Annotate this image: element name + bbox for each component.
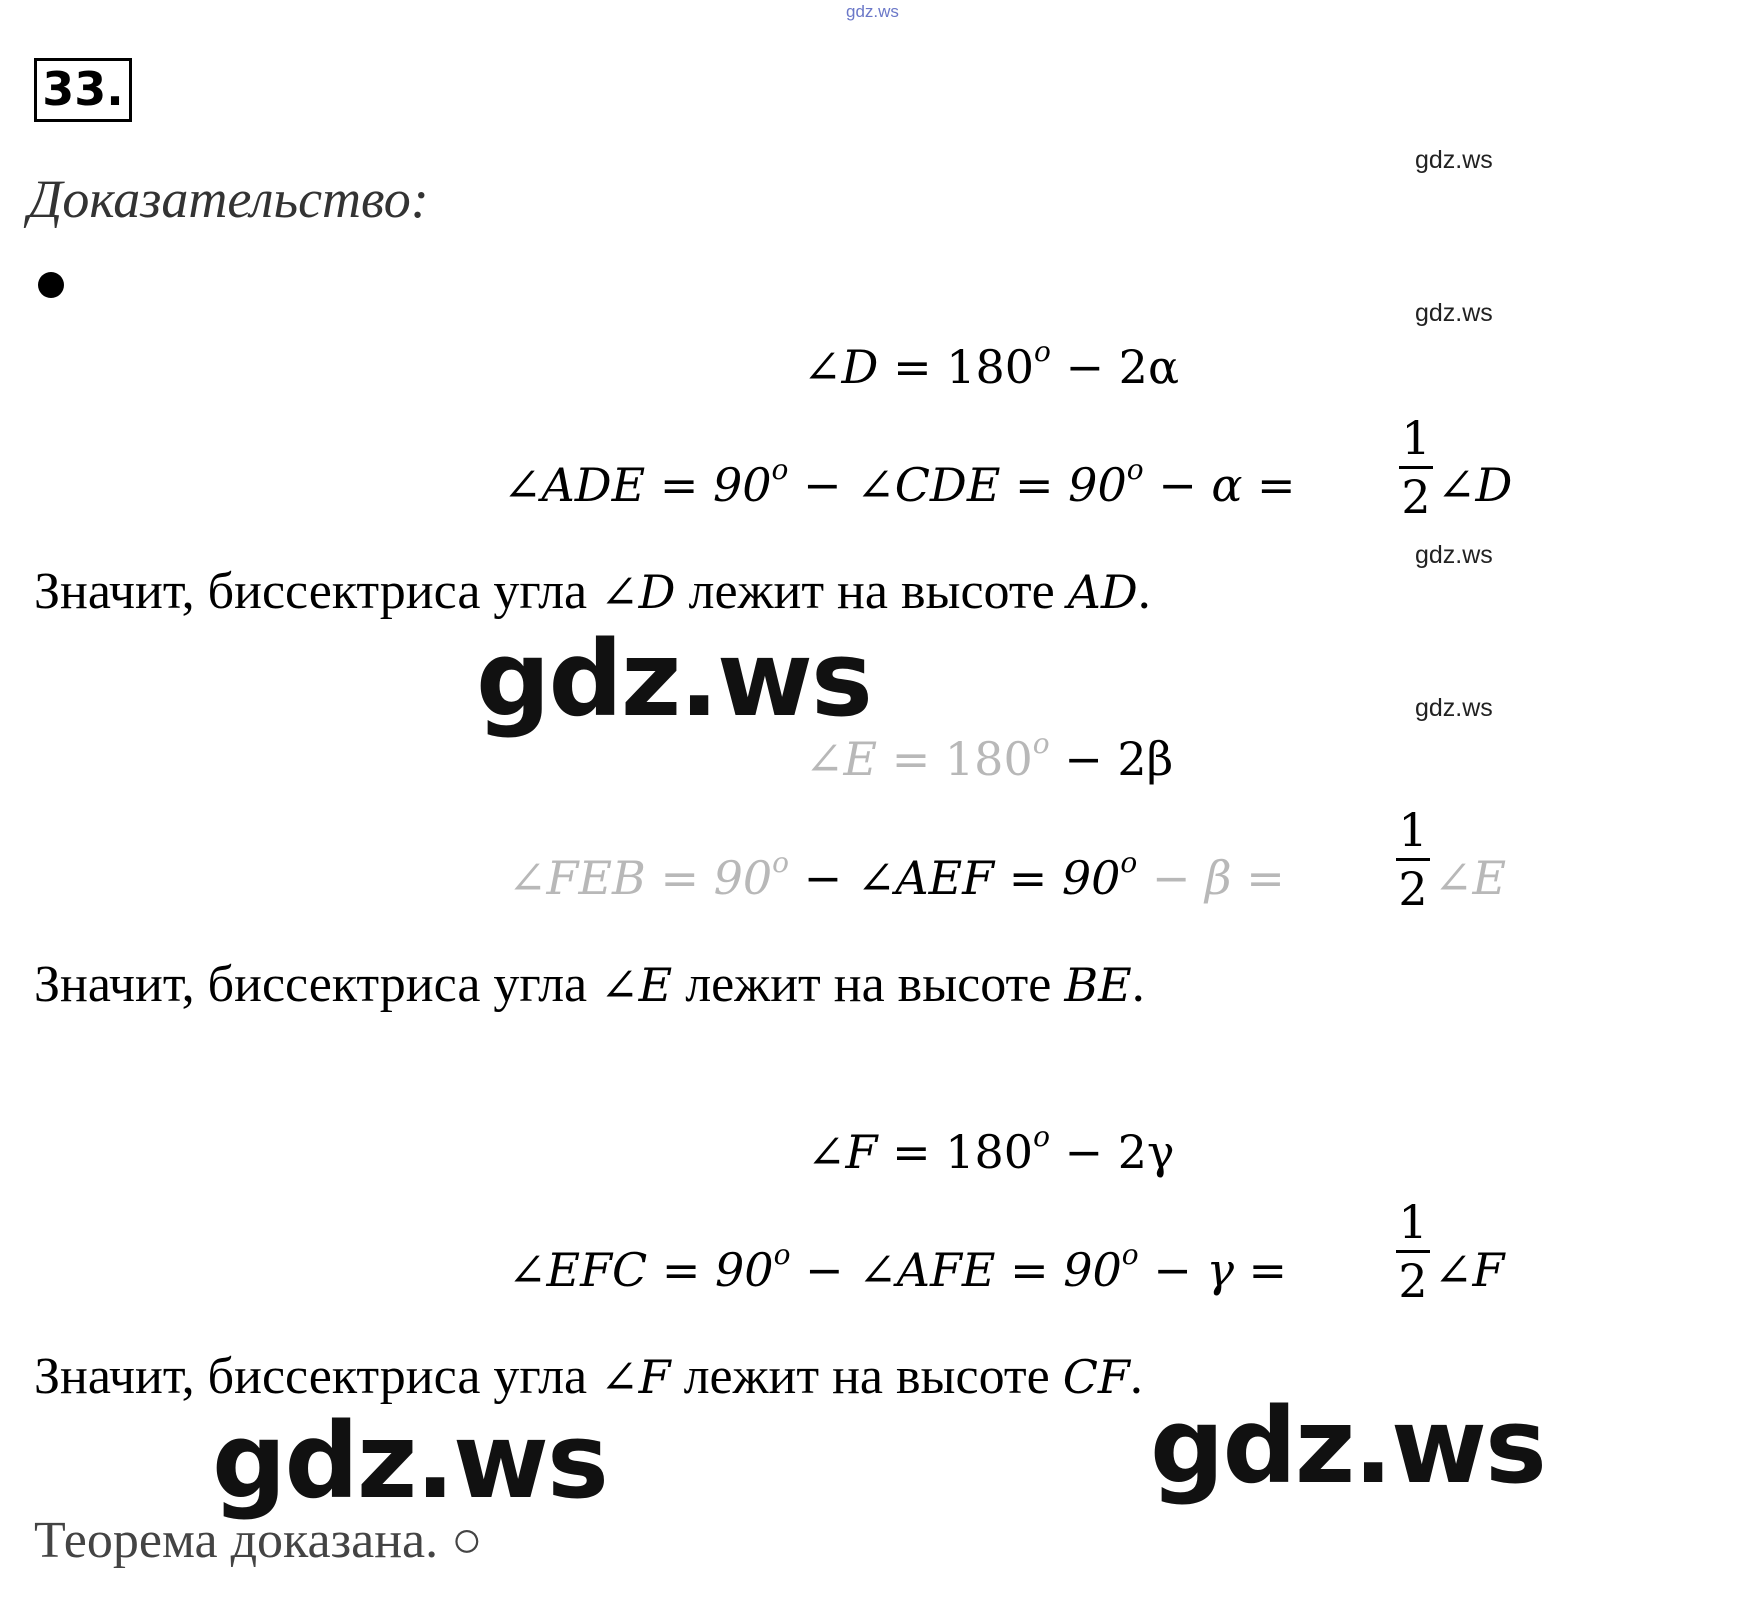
problem-number: 33. (34, 58, 132, 122)
fraction-one-half: 1 2 (1396, 1196, 1430, 1307)
equation-end-angle: ∠E (1434, 851, 1507, 905)
equation-angle-ade: ∠ADE = $90^o$ − ∠CDE = $90^o - \alpha$ = (503, 453, 1296, 512)
watermark-big: gdz.ws (476, 618, 871, 740)
watermark-big: gdz.ws (1150, 1385, 1545, 1507)
watermark-small: gdz.ws (1415, 299, 1493, 327)
equation-angle-e: ∠E = $180^o - 2\beta$ (805, 727, 1174, 786)
watermark-top: gdz.ws (846, 2, 899, 21)
equation-end-angle: ∠F (1434, 1243, 1505, 1297)
equation-angle-feb: ∠FEB = $90^o$ − ∠AEF = $90^o - \beta$ = (508, 846, 1285, 905)
equation-angle-f: ∠F = $180^o - 2\gamma$ (807, 1120, 1175, 1179)
fraction-one-half: 1 2 (1399, 412, 1433, 523)
conclusion-text: Значит, биссектриса угла ∠D лежит на высоте AD. (34, 563, 1151, 620)
fraction-one-half: 1 2 (1396, 804, 1430, 915)
proof-heading: Доказательство: (28, 169, 429, 229)
conclusion-text: Значит, биссектриса угла ∠E лежит на высоте BE. (34, 956, 1145, 1013)
watermark-big: gdz.ws (212, 1400, 607, 1522)
watermark-small: gdz.ws (1415, 694, 1493, 722)
watermark-small: gdz.ws (1415, 146, 1493, 174)
conclusion-text: Значит, биссектриса угла ∠F лежит на высоте CF. (34, 1348, 1143, 1405)
bullet-icon (38, 272, 64, 298)
equation-angle-efc: ∠EFC = $90^o$ − ∠AFE = $90^o - \gamma$ = (508, 1238, 1288, 1297)
equation-angle-d: ∠D = $180^o - 2\alpha$ (803, 335, 1180, 394)
equation-end-angle: ∠D (1437, 458, 1513, 512)
theorem-proved-text: Теорема доказана. ○ (34, 1512, 483, 1569)
watermark-small: gdz.ws (1415, 541, 1493, 569)
